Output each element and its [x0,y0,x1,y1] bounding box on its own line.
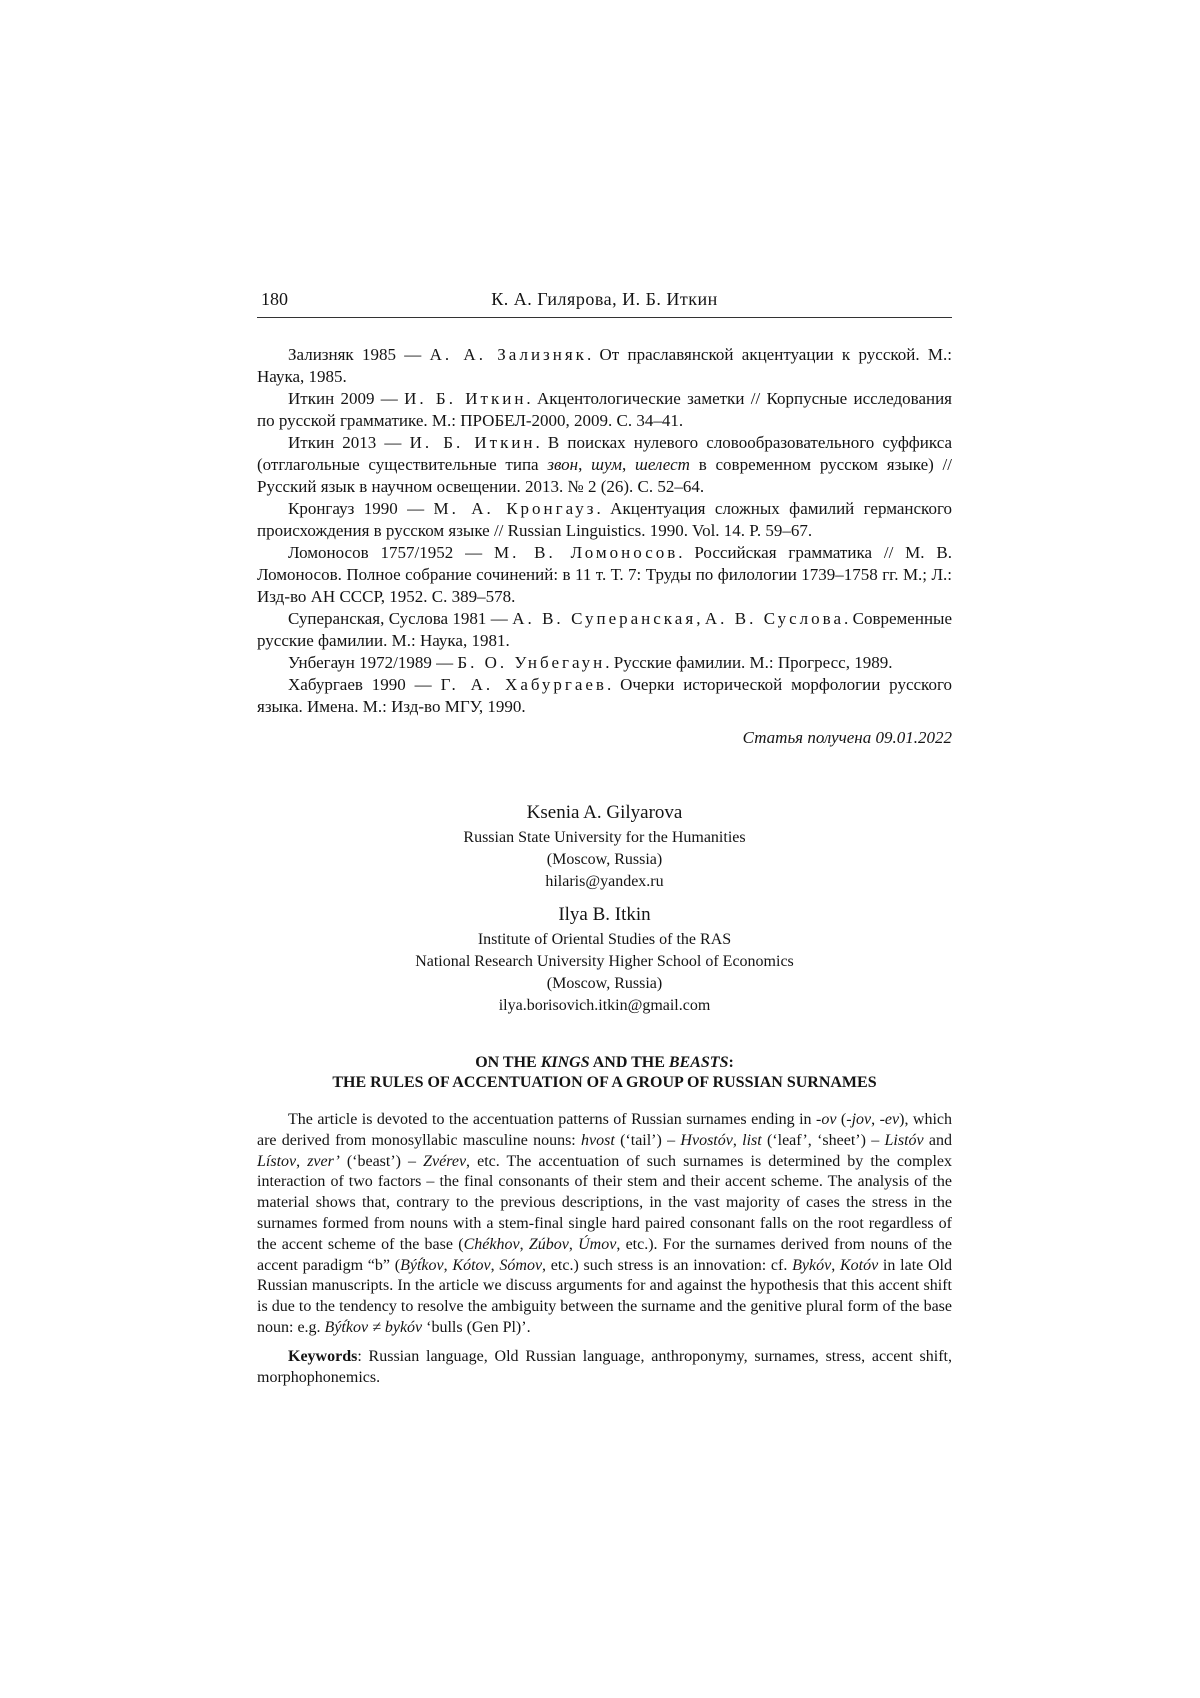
reference-item: Хабургаев 1990 — Г. А. Хабургаев. Очерки исторической морфологии русского языка. Имена. М.: Изд-во МГУ, 1990. [257,675,952,716]
reference-item: Унбегаун 1972/1989 — Б. О. Унбегаун. Русские фамилии. М.: Прогресс, 1989. [288,653,893,672]
author-location: (Moscow, Russia) [546,851,663,868]
author-2 [257,901,952,1017]
reference-author: М. В. Ломоносов [493,543,679,562]
reference-item: Иткин 2009 — И. Б. Иткин. Акцентологические заметки // Корпусные исследования по русской грамматике. М.: ПРОБЕЛ-2000, 2009. С. 34–41. [257,389,952,430]
author-1 [257,799,952,893]
running-head [257,289,952,318]
keywords-label: Keywords [288,1347,358,1365]
reference-author: А. В. Суслова [704,609,844,628]
reference-author: Г. А. Хабургаев [440,675,607,694]
page-number: 180 [261,289,288,309]
reference-item: Суперанская, Суслова 1981 — А. В. Суперанская, А. В. Суслова. Современные русские фамилии. М.: Наука, 1981. [257,609,953,650]
author-affiliation: National Research University Higher School of Economics [415,953,794,970]
journal-page [257,0,952,1698]
reference-list [257,344,952,718]
reference-author: А. А. Зализняк [429,345,587,364]
author-affiliation: Russian State University for the Humanities [463,829,746,846]
abstract [257,1110,952,1388]
reference-item: Иткин 2013 — И. Б. Иткин. В поисках нулевого словообразовательного суффикса (отглагольные существительные типа звон, шум, шелест в современном русском языке) // Русский язык в научном освещении. 2013. № 2 (26). С. 52–64. [257,433,953,496]
reference-item: Ломоносов 1757/1952 — М. В. Ломоносов. Российская грамматика // М. В. Ломоносов. Полное собрание сочинений: в 11 т. Т. 7: Труды по филологии 1739–1758 гг. М.; Л.: Изд-во АН СССР, 1952. С. 389–578. [257,543,953,606]
reference-author: И. Б. Иткин [409,433,536,452]
reference-item: Зализняк 1985 — А. А. Зализняк. От праславянской акцентуации к русской. М.: Наука, 1985. [257,345,952,386]
author-location: (Moscow, Russia) [546,975,663,992]
author-name: Ksenia A. Gilyarova [526,802,683,823]
received-date: Статья получена 09.01.2022 [742,728,952,747]
author-name: Ilya B. Itkin [558,904,651,925]
author-email[interactable]: ilya.borisovich.itkin@gmail.com [498,997,711,1014]
reference-item: Кронгауз 1990 — М. А. Кронгауз. Акцентуация сложных фамилий германского происхождения в русском языке // Russian Linguistics. 1990. Vol. 14. P. 59–67. [257,499,952,540]
reference-author: И. Б. Иткин [404,389,527,408]
author-block [257,799,952,1017]
author-email[interactable]: hilaris@yandex.ru [545,873,664,890]
reference-author: А. В. Суперанская [512,609,697,628]
keywords: Keywords: Russian language, Old Russian language, anthroponymy, surnames, stress, accent shift, morphophonemics. [257,1347,952,1386]
article-title: ON THE KINGS AND THE BEASTS: THE RULES OF ACCENTUATION OF A GROUP OF RUSSIAN SURNAMES [332,1054,877,1091]
running-title: К. А. Гилярова, И. Б. Иткин [491,289,718,309]
abstract-text: The article is devoted to the accentuation patterns of Russian surnames ending in -ov (-jov, -ev), which are derived from monosyllabic masculine nouns: hvost (‘tail’) – Hvostóv, list (‘leaf’, ‘sheet’) – Listóv and Lístov, zver’ (‘beast’) – Zvérev, etc. The accentuation of such surnames is determined by the complex interaction of two factors – the final consonants of their stem and their accent scheme. The analysis of the material shows that, contrary to the previous descriptions, in the vast majority of cases the stress in the surnames formed from nouns with a stem-final single hard paired consonant falls on the root regardless of the accent scheme of the base (Chékhov, Zúbov, Úmov, etc.). For the surnames derived from nouns of the accent paradigm “b” (Být́kov, Kótov, Sómov, etc.) such stress is an innovation: cf. Bykóv, Kotóv in late Old Russian manuscripts. In the article we discuss arguments for and against the hypothesis that this accent shift is due to the tendency to resolve the ambiguity between the surname and the genitive plural form of the base noun: e.g. Být́kov ≠ bykóv ‘bulls (Gen Pl)’. [257,1111,953,1336]
reference-author: Б. О. Унбегаун [457,653,606,672]
author-affiliation: Institute of Oriental Studies of the RAS [477,931,732,948]
reference-author: М. А. Кронгауз [433,499,597,518]
